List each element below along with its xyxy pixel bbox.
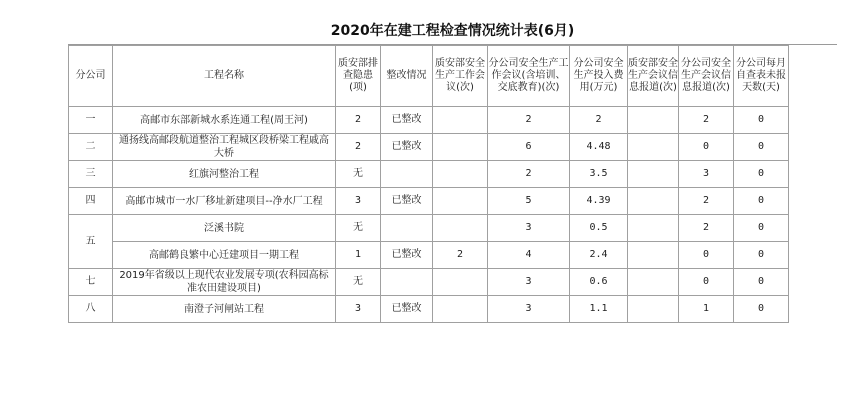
- cell-investment: 4.48: [570, 134, 628, 161]
- cell-hq-report: [628, 188, 679, 215]
- inspection-table: [68, 45, 789, 323]
- table-row: [69, 107, 789, 134]
- cell-hazards: 无: [336, 215, 381, 242]
- cell-hazards: 无: [336, 161, 381, 188]
- cell-rectify: [381, 161, 433, 188]
- cell-branch: 四: [69, 188, 113, 215]
- header-rectify: 整改情况: [381, 46, 433, 107]
- cell-project: 高邮鹤良繁中心迁建项目一期工程: [113, 242, 336, 269]
- cell-unreported-days: 0: [734, 134, 789, 161]
- table-row: [69, 215, 789, 242]
- cell-unreported-days: 0: [734, 296, 789, 323]
- cell-unreported-days: 0: [734, 242, 789, 269]
- cell-hq-meeting: [433, 296, 488, 323]
- cell-unreported-days: 0: [734, 215, 789, 242]
- cell-hq-meeting: [433, 215, 488, 242]
- header-investment: 分公司安全生产投入费用(万元): [570, 46, 628, 107]
- cell-branch-meeting: 2: [488, 161, 570, 188]
- cell-rectify: 已整改: [381, 188, 433, 215]
- cell-branch-report: 3: [679, 161, 734, 188]
- cell-investment: 4.39: [570, 188, 628, 215]
- cell-rectify: 已整改: [381, 242, 433, 269]
- cell-branch: 一: [69, 107, 113, 134]
- cell-branch-report: 0: [679, 269, 734, 296]
- header-hazards: 质安部排查隐患(项): [336, 46, 381, 107]
- table-row: [69, 296, 789, 323]
- cell-branch-meeting: 5: [488, 188, 570, 215]
- header-row: [69, 46, 789, 107]
- cell-investment: 1.1: [570, 296, 628, 323]
- cell-hazards: 2: [336, 107, 381, 134]
- cell-hq-meeting: [433, 134, 488, 161]
- table-row: [69, 242, 789, 269]
- table-row: [69, 134, 789, 161]
- cell-investment: 0.6: [570, 269, 628, 296]
- cell-branch-report: 2: [679, 107, 734, 134]
- cell-rectify: [381, 269, 433, 296]
- cell-branch-report: 0: [679, 134, 734, 161]
- header-hq-meeting: 质安部安全生产工作会议(次): [433, 46, 488, 107]
- cell-hazards: 2: [336, 134, 381, 161]
- cell-branch-report: 1: [679, 296, 734, 323]
- header-branch: 分公司: [69, 46, 113, 107]
- cell-hq-report: [628, 134, 679, 161]
- cell-branch: 五: [69, 215, 113, 269]
- cell-branch: 七: [69, 269, 113, 296]
- header-unreported-days: 分公司每月自查表未报天数(天): [734, 46, 789, 107]
- cell-project: 通扬线高邮段航道整治工程城区段桥梁工程戚高大桥: [113, 134, 336, 161]
- header-project: 工程名称: [113, 46, 336, 107]
- cell-branch-meeting: 2: [488, 107, 570, 134]
- cell-hq-report: [628, 242, 679, 269]
- sheet-title: 2020年在建工程检查情况统计表(6月): [68, 18, 837, 45]
- cell-unreported-days: 0: [734, 107, 789, 134]
- cell-investment: 2: [570, 107, 628, 134]
- cell-hq-meeting: [433, 161, 488, 188]
- cell-hq-report: [628, 296, 679, 323]
- cell-branch-report: 0: [679, 242, 734, 269]
- cell-hq-meeting: [433, 188, 488, 215]
- cell-hq-report: [628, 107, 679, 134]
- table-row: [69, 188, 789, 215]
- cell-hq-report: [628, 161, 679, 188]
- cell-project: 高邮市东部新城水系连通工程(周王河): [113, 107, 336, 134]
- cell-branch-meeting: 4: [488, 242, 570, 269]
- cell-rectify: 已整改: [381, 134, 433, 161]
- cell-rectify: [381, 215, 433, 242]
- cell-branch-report: 2: [679, 215, 734, 242]
- cell-branch: 八: [69, 296, 113, 323]
- header-hq-report: 质安部安全生产会议信息报道(次): [628, 46, 679, 107]
- cell-hq-report: [628, 269, 679, 296]
- cell-unreported-days: 0: [734, 161, 789, 188]
- header-branch-meeting: 分公司安全生产工作会议(含培训、交底教育)(次): [488, 46, 570, 107]
- cell-rectify: 已整改: [381, 107, 433, 134]
- header-branch-report: 分公司安全生产会议信息报道(次): [679, 46, 734, 107]
- cell-branch: 三: [69, 161, 113, 188]
- cell-project: 2019年省级以上现代农业发展专项(农科园高标准农田建设项目): [113, 269, 336, 296]
- table-row: [69, 161, 789, 188]
- cell-branch-meeting: 6: [488, 134, 570, 161]
- cell-branch-meeting: 3: [488, 269, 570, 296]
- cell-project: 红旗河整治工程: [113, 161, 336, 188]
- cell-branch: 二: [69, 134, 113, 161]
- cell-hq-meeting: 2: [433, 242, 488, 269]
- cell-hazards: 无: [336, 269, 381, 296]
- cell-hazards: 3: [336, 188, 381, 215]
- cell-rectify: 已整改: [381, 296, 433, 323]
- cell-investment: 0.5: [570, 215, 628, 242]
- cell-unreported-days: 0: [734, 269, 789, 296]
- cell-hazards: 1: [336, 242, 381, 269]
- cell-investment: 3.5: [570, 161, 628, 188]
- cell-unreported-days: 0: [734, 188, 789, 215]
- cell-investment: 2.4: [570, 242, 628, 269]
- cell-project: 泛溪书院: [113, 215, 336, 242]
- cell-hq-meeting: [433, 107, 488, 134]
- cell-branch-meeting: 3: [488, 296, 570, 323]
- table-row: [69, 269, 789, 296]
- cell-hq-meeting: [433, 269, 488, 296]
- cell-project: 南澄子河闸站工程: [113, 296, 336, 323]
- cell-hazards: 3: [336, 296, 381, 323]
- cell-branch-report: 2: [679, 188, 734, 215]
- cell-project: 高邮市城市一水厂移址新建项目--净水厂工程: [113, 188, 336, 215]
- cell-hq-report: [628, 215, 679, 242]
- cell-branch-meeting: 3: [488, 215, 570, 242]
